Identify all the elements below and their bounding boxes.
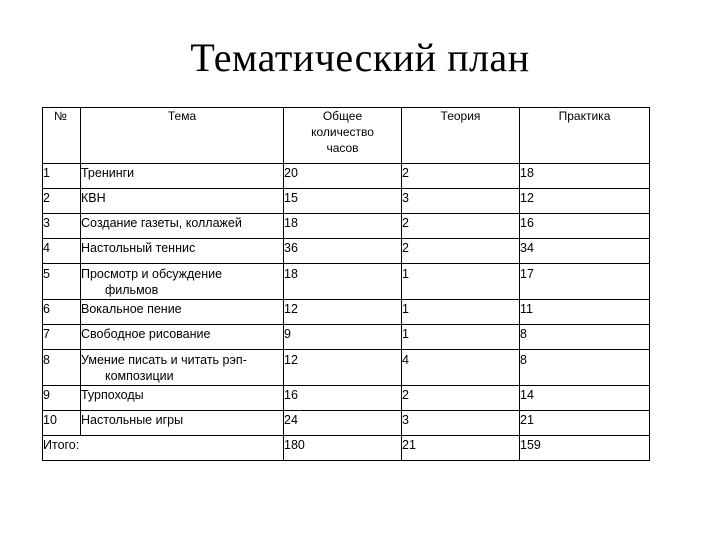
row-topic: Настольные игры — [81, 411, 284, 436]
row-number: 6 — [43, 300, 81, 325]
row-number: 8 — [43, 350, 81, 386]
table-row — [43, 386, 650, 411]
row-number: 7 — [43, 325, 81, 350]
row-practice: 8 — [520, 325, 650, 350]
header-total-line3: часов — [326, 141, 359, 155]
table-row — [43, 300, 650, 325]
row-practice: 18 — [520, 164, 650, 189]
row-total: 9 — [284, 325, 402, 350]
totals-label: Итого: — [43, 436, 284, 461]
row-total: 20 — [284, 164, 402, 189]
row-practice: 16 — [520, 214, 650, 239]
table-row — [43, 325, 650, 350]
row-topic: Свободное рисование — [81, 325, 284, 350]
row-topic: КВН — [81, 189, 284, 214]
row-total: 12 — [284, 350, 402, 386]
row-topic: Вокальное пение — [81, 300, 284, 325]
row-practice: 11 — [520, 300, 650, 325]
header-theory: Теория — [402, 108, 520, 164]
table-row — [43, 411, 650, 436]
header-total-line1: Общее — [322, 109, 363, 123]
row-total: 12 — [284, 300, 402, 325]
row-number: 5 — [43, 264, 81, 300]
row-number: 10 — [43, 411, 81, 436]
row-theory: 4 — [402, 350, 520, 386]
table-row — [43, 350, 650, 386]
row-theory: 2 — [402, 386, 520, 411]
row-theory: 2 — [402, 164, 520, 189]
table-row — [43, 164, 650, 189]
row-number: 1 — [43, 164, 81, 189]
row-topic-line2: композиции — [105, 369, 174, 383]
row-number: 4 — [43, 239, 81, 264]
row-number: 9 — [43, 386, 81, 411]
row-total: 18 — [284, 264, 402, 300]
row-total: 15 — [284, 189, 402, 214]
table-row — [43, 264, 650, 300]
row-theory: 1 — [402, 325, 520, 350]
header-practice: Практика — [520, 108, 650, 164]
row-topic: Создание газеты, коллажей — [81, 214, 284, 239]
page-title: Тематический план — [190, 35, 530, 80]
row-topic — [81, 350, 284, 386]
row-total: 24 — [284, 411, 402, 436]
table-row — [43, 214, 650, 239]
header-total-line2: количество — [311, 125, 374, 139]
header-number: № — [43, 108, 81, 164]
table-row — [43, 239, 650, 264]
row-topic: Настольный теннис — [81, 239, 284, 264]
row-topic: Турпоходы — [81, 386, 284, 411]
header-topic — [81, 108, 284, 164]
row-topic-line2: фильмов — [105, 283, 159, 297]
row-theory: 2 — [402, 239, 520, 264]
row-number: 3 — [43, 214, 81, 239]
totals-row — [43, 436, 650, 461]
row-total: 36 — [284, 239, 402, 264]
totals-practice: 159 — [520, 436, 650, 461]
row-theory: 2 — [402, 214, 520, 239]
row-topic — [81, 264, 284, 300]
table-row — [43, 189, 650, 214]
totals-total: 180 — [284, 436, 402, 461]
row-topic: Тренинги — [81, 164, 284, 189]
row-practice: 21 — [520, 411, 650, 436]
header-topic-label: Тема — [167, 109, 197, 123]
header-total-hours — [284, 108, 402, 164]
row-practice: 8 — [520, 350, 650, 386]
row-total: 18 — [284, 214, 402, 239]
totals-theory: 21 — [402, 436, 520, 461]
thematic-plan-table — [42, 107, 650, 461]
row-theory: 1 — [402, 264, 520, 300]
row-number: 2 — [43, 189, 81, 214]
row-practice: 12 — [520, 189, 650, 214]
row-practice: 34 — [520, 239, 650, 264]
row-theory: 3 — [402, 189, 520, 214]
row-theory: 3 — [402, 411, 520, 436]
row-practice: 17 — [520, 264, 650, 300]
table-header-row — [43, 108, 650, 164]
row-topic-line1: Просмотр и обсуждение — [81, 267, 223, 281]
row-theory: 1 — [402, 300, 520, 325]
row-topic-line1: Умение писать и читать рэп- — [81, 353, 247, 367]
row-practice: 14 — [520, 386, 650, 411]
row-total: 16 — [284, 386, 402, 411]
